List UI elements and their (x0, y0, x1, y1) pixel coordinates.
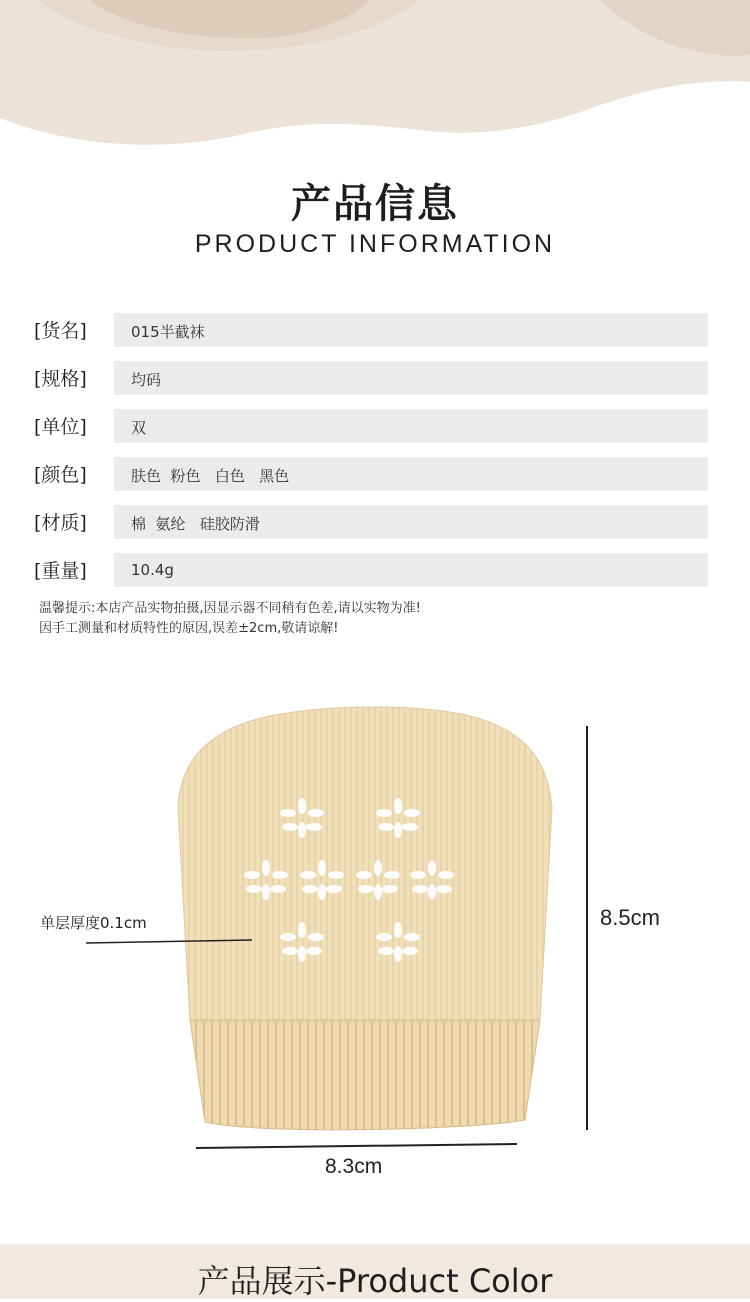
height-dimension-label: 8.5cm (600, 905, 660, 930)
spec-row-weight (34, 553, 710, 587)
spec-value: 均码 (131, 371, 162, 389)
spec-table (34, 313, 710, 601)
spec-value: 015半截袜 (131, 323, 205, 341)
spec-value: 肤色 粉色 白色 黑色 (131, 467, 290, 485)
product-image (0, 690, 750, 1210)
spec-row-size (34, 361, 710, 395)
width-dimension-label: 8.3cm (325, 1155, 383, 1178)
spec-row-color (34, 457, 710, 491)
spec-value-box (114, 457, 708, 491)
section-title: 产品信息 (291, 181, 459, 227)
spec-label: [规格] (34, 368, 87, 390)
spec-value: 双 (131, 419, 147, 437)
spec-row-unit (34, 409, 710, 443)
spec-row-name (34, 313, 710, 347)
spec-value-box (114, 505, 708, 539)
spec-row-material (34, 505, 710, 539)
thickness-label: 单层厚度0.1cm (40, 914, 147, 932)
notice-line: 因手工测量和材质特性的原因,误差±2cm,敬请谅解! (39, 621, 339, 636)
spec-value-box (114, 361, 708, 395)
section-subtitle: PRODUCT INFORMATION (194, 230, 556, 258)
spec-label: [单位] (34, 416, 87, 438)
spec-label: [材质] (34, 512, 87, 534)
spec-label: [重量] (34, 560, 87, 582)
notice-line: 温馨提示:本店产品实物拍摄,因显示器不同稍有色差,请以实物为准! (39, 601, 421, 616)
bottom-section-title: 产品展示-Product Color (197, 1262, 553, 1300)
spec-value: 10.4g (131, 561, 174, 579)
spec-value-box (114, 313, 708, 347)
notice-text (39, 599, 421, 639)
spec-value-box (114, 553, 708, 587)
spec-value-box (114, 409, 708, 443)
spec-label: [颜色] (34, 464, 87, 486)
spec-label: [货名] (34, 320, 87, 342)
top-banner-image (0, 0, 750, 150)
spec-value: 棉 氨纶 硅胶防滑 (131, 515, 260, 533)
